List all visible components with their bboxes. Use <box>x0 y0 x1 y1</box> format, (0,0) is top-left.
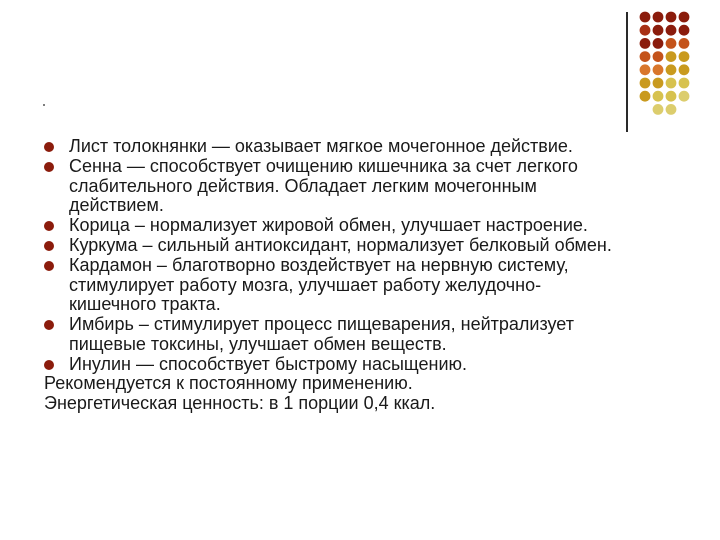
item-text-line: действием. <box>69 195 164 215</box>
decorative-dot <box>640 51 651 62</box>
decorative-dot <box>653 51 664 62</box>
decorative-dot <box>653 64 664 75</box>
recommendation-text: Рекомендуется к постоянному применению. <box>44 373 413 393</box>
decorative-dot <box>640 12 651 23</box>
decorative-dot-grid <box>0 0 720 140</box>
decorative-dot <box>666 104 677 115</box>
bullet-icon <box>44 241 54 251</box>
bullet-icon <box>44 261 54 271</box>
decorative-dot <box>679 12 690 23</box>
decorative-dot <box>666 91 677 102</box>
decorative-dot <box>666 25 677 36</box>
decorative-dot <box>653 78 664 89</box>
decorative-dot <box>666 64 677 75</box>
list-item <box>44 236 704 256</box>
decorative-dot <box>653 104 664 115</box>
decorative-dot <box>666 78 677 89</box>
list-item <box>44 137 704 157</box>
decorative-dot <box>640 25 651 36</box>
decorative-dot <box>679 64 690 75</box>
item-text-line: Инулин — способствует быстрому насыщению. <box>69 353 468 374</box>
decorative-dot <box>679 91 690 102</box>
decorative-dot <box>666 51 677 62</box>
item-text-line: пищевые токсины, улучшает обмен веществ. <box>69 333 447 354</box>
list-item <box>44 355 704 375</box>
item-text-line: стимулирует работу мозга, улучшает работу желудочно- <box>69 274 542 295</box>
list-item <box>44 256 704 315</box>
item-text-line: Корица – нормализует жировой обмен, улучшает настроение. <box>69 215 588 235</box>
decorative-dot <box>640 91 651 102</box>
item-text-line: Кардамон – благотворно воздействует на нервную систему, <box>69 255 569 275</box>
content-list <box>44 137 704 413</box>
decorative-dot <box>679 51 690 62</box>
bullet-icon <box>44 360 54 370</box>
divider-line <box>626 12 628 132</box>
bullet-icon <box>44 142 54 152</box>
decorative-dot <box>640 38 651 49</box>
decorative-dot <box>679 25 690 36</box>
list-item <box>44 216 704 236</box>
decorative-dot <box>666 38 677 49</box>
bullet-icon <box>44 221 54 231</box>
item-text-line: кишечного тракта. <box>69 294 221 314</box>
item-text-line: слабительного действия. Обладает легким мочегонным <box>69 175 537 196</box>
bullet-icon <box>44 320 54 330</box>
list-item <box>44 157 704 216</box>
bullet-icon <box>44 162 54 172</box>
energy-value-text: Энергетическая ценность: в 1 порции 0,4 ккал. <box>44 392 436 413</box>
decorative-dot <box>679 78 690 89</box>
item-text-line: Куркума – сильный антиоксидант, нормализует белковый обмен. <box>69 235 612 255</box>
decorative-dot <box>640 78 651 89</box>
decorative-dot <box>666 12 677 23</box>
item-text-line: Имбирь – стимулирует процесс пищеварения, нейтрализует <box>69 314 574 334</box>
decorative-dot <box>653 12 664 23</box>
decorative-dot <box>640 64 651 75</box>
decorative-dot <box>43 104 45 106</box>
decorative-dot <box>653 25 664 36</box>
item-text-line: Сенна — способствует очищению кишечника за счет легкого <box>69 156 578 176</box>
list-item <box>44 315 704 354</box>
item-text-line: Лист толокнянки — оказывает мягкое мочегонное действие. <box>69 136 573 156</box>
decorative-dot <box>679 38 690 49</box>
decorative-dot <box>653 91 664 102</box>
decorative-dot <box>653 38 664 49</box>
